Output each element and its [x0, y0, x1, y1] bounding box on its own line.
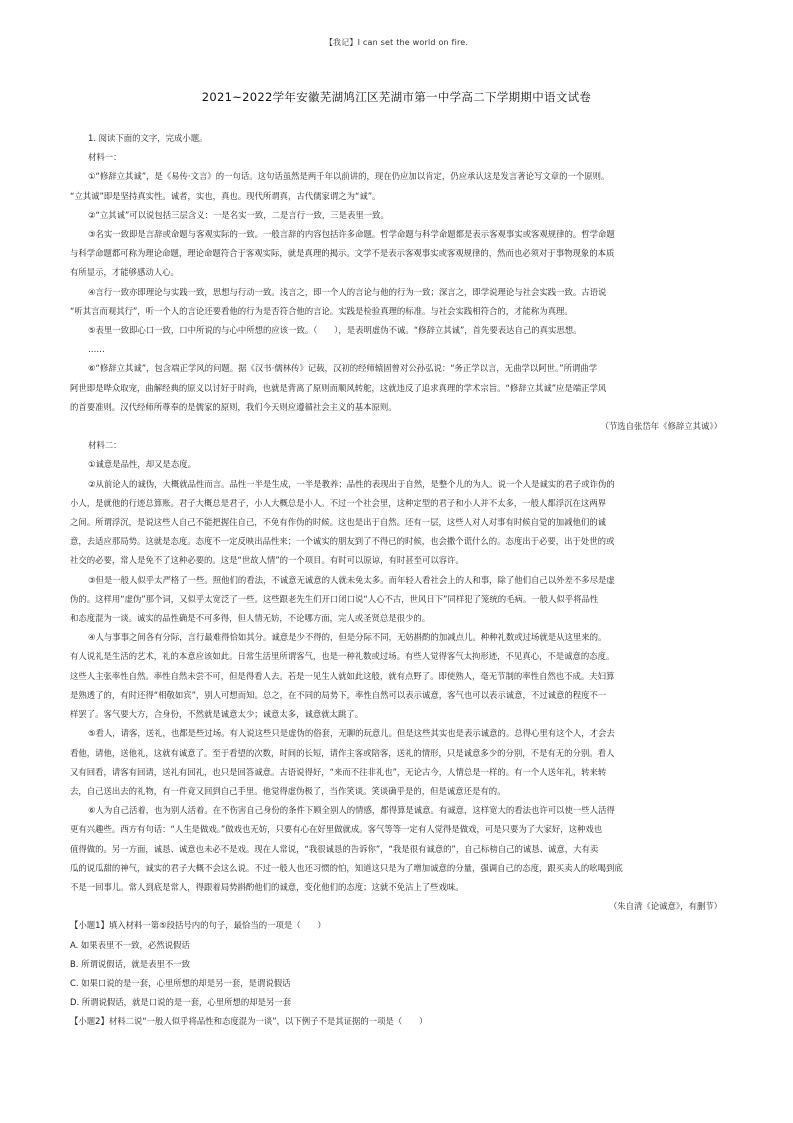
exam-title: 2021~2022学年安徽芜湖鸠江区芜湖市第一中学高二下学期期中语文试卷 [201, 90, 592, 104]
text-line: （节选自张岱年《修辞立其诚》） [600, 421, 722, 432]
text-line: 瓜的说瓜甜的神气，诚实的君子大概不会这么说。不过一般人也还习惯的怕，知道这只是为了增加诚意的分量，强调自己的态度，跟买卖人的吆喝到底 [70, 862, 623, 873]
text-line: “立其诚”即是坚持真实性。诚者，实也，真也。现代所谓真，古代儒家谓之为“诚”。 [70, 190, 381, 201]
text-line: B. 所谓说假话，就是表里不一致 [70, 958, 190, 969]
text-line: ④言行一致亦即理论与实践一致，思想与行动一致。浅言之，即一个人的言论与他的行为一致；深言之，即学说理论与社会实践一致。古语说 [88, 286, 607, 297]
text-line: 之间。所谓浮沉，是说这些人自己不能把握住自己，不免有作伪的时候。这也是出于自然。还有一层，这些人对人对事有时候自觉的加减他们的诚 [70, 517, 606, 528]
text-line: “听其言而观其行”，听一个人的言论还要看他的行为是否符合他的言论。实践是检验真理的标准。与社会实践相符合的，才能称为真理。 [70, 305, 573, 316]
text-line: 去，自己送出去的礼物，有一件竟又回到自己手里。他觉得虚伪极了，当作笑谈。笑谈确乎是的，但是诚意还是有的。 [70, 785, 506, 796]
text-line: ⑥人为自己活着，也为别人活着。在不伤害自己身份的条件下顾全别人的情感，都得算是诚意。有诚意，这样宽大的看法也许可以使一些人活得 [88, 805, 615, 816]
text-line: 是熟透了的，有时还得“相敬如宾”，别人可想而知。总之，在不同的局势下，率性自然可以表示诚意，客气也可以表示诚意，不过诚意的程度不一 [70, 689, 607, 700]
text-line: ③但是一般人似乎太严格了一些。照他们的看法，不诚意无诚意的人就未免太多。而年轻人看社会上的人和事，除了他们自己以外差不多尽是虚 [88, 574, 615, 585]
text-line: ①“修辞立其诚”，是《易传·文言》的一句话。这句话虽然是两千年以前讲的，现在仍应加以肯定，仍应承认这是发言著论写文章的一个原则。 [88, 171, 610, 182]
text-line: 看他，请他，送他礼，这就有诚意了。至于看望的次数，时间的长短，请作主客或陪客，送礼的情形，只是诚意多少的分别，不是有无的分别。看人 [70, 747, 615, 758]
header-note: 【我记】I can set the world on fire. [324, 38, 469, 47]
text-line: 【小题1】填入材料一第⑤段括号内的句子，最恰当的一项是（ ） [70, 920, 326, 931]
exam-content [70, 129, 722, 1032]
text-line: …… [88, 344, 105, 355]
text-line: 社交的必要，常人是免不了这种必要的。这是“世故人情”的一个项目。有时可以原谅，有时甚至可以容许。 [70, 555, 464, 566]
text-line: ②“立其诚”可以说包括三层含义：一是名实一致，二是言行一致，三是表里一致。 [88, 209, 389, 220]
text-line: ④人与事事之间各有分际，言行最难得恰如其分。诚意是少不得的，但是分际不同，无妨斟酌的加减点儿。种种礼数或过场就是从这里来的。 [88, 632, 607, 643]
text-line: 与科学命题都可称为理论命题，理论命题符合于客观实际，就是真理的揭示。文学不是表示客观事实或客观规律的，然而也必须对于事物现象的本质 [70, 248, 615, 259]
text-line: 意，去适应那局势。这就是态度。态度不一定反映出品性来；一个诚实的朋友到了不得已的时候，也会撒个谎什么的。态度出于必要，出于处世的或 [70, 536, 615, 547]
text-line: 这些人主张率性自然。率性自然未尝不可，但是得看人去。若是一见生人就如此这般，就有点野了。即使熟人，毫无节制的率性自然也不成。夫妇算 [70, 670, 615, 681]
text-line: ②从前论人的诚伪，大概就品性而言。品性一半是生成，一半是教养；品性的表现出于自然，是整个儿的为人。说一个人是诚实的君子或诈伪的 [88, 478, 615, 489]
text-line: 不是一回事儿。常人到底是常人，得跟着局势斟酌他们的诚意，变化他们的态度；这就不免沾上了些戏味。 [70, 881, 464, 892]
text-line: ①诚意是品性，却又是态度。 [88, 459, 197, 470]
text-line: ③名实一致即是言辞或命题与客观实际的一致。一般言辞的内容包括许多命题。哲学命题与科学命题都是表示客观事实或客观规律的。哲学命题 [88, 229, 615, 240]
text-line: 和态度混为一谈。诚实的品性确是不可多得，但人情无妨，不论哪方面，完人或圣贤总是很少的。 [70, 613, 431, 624]
text-line: 小人，是就他的行迹总算账。君子大概总是君子，小人大概总是小人。不过一个社会里，这种定型的君子和小人并不太多，一般人都浮沉在这两界 [70, 497, 606, 508]
text-line: 1. 阅读下面的文字，完成小题。 [88, 133, 208, 143]
text-line: 阿世即是哗众取宠，曲解经典的原义以讨好于时尚，也就是背离了原则而顺风转舵，这就违反了追求真理的学术宗旨。“修辞立其诚”应是端正学风 [70, 382, 607, 393]
text-line: 有所显示，才能够感动人心。 [70, 267, 179, 278]
text-line: ⑥“修辞立其诚”，包含端正学风的问题。据《汉书·儒林传》记载，汉初的经师辕固曾对公孙弘说：“务正学以言，无曲学以阿世。”所谓曲学 [88, 363, 598, 374]
text-line: 伪的。这样用“虚伪”那个词，又似乎太宽泛了一些。这些跟老先生们开口闭口说“人心不古，世风日下”同样犯了笼统的毛病。一般人似乎将品性 [70, 593, 599, 604]
text-line: ⑤看人，请客，送礼，也都是些过场。有人说这些只是虚伪的俗套，无聊的玩意儿。但是这些其实也是表示诚意的。总得心里有这个人，才会去 [88, 728, 615, 739]
text-line: 的首要准则。汉代经师所尊奉的是儒家的原则，我们今天则应遵循社会主义的基本原则。 [70, 401, 397, 412]
text-line: 值得做的。另一方面，诚恳、诚意也未必不是戏。现在人常说，“我很诚恳的告诉你”，“我是很有诚意的”，自己标榜自己的诚恳、诚意，大有卖 [70, 843, 599, 854]
text-line: 材料一： [88, 152, 122, 163]
text-line: 又有回看，请客有回请，送礼有回礼，也只是回答诚意。古语说得好，“来而不往非礼也”，无论古今，人情总是一样的。有一个人送年礼，转来转 [70, 766, 607, 777]
text-line: D. 所谓说假话，就是口说的是一套，心里所想的却是另一套 [70, 997, 292, 1008]
text-line: 样罢了。客气要大方，合身份，不然就是诚意太少；诚意太多，诚意就太跳了。 [70, 709, 364, 720]
text-line: ⑤表里一致即心口一致，口中所说的与心中所想的应该一致。（ ），是表明虚伪不诚。“修辞立其诚”，首先要表达自己的真实思想。 [88, 325, 582, 336]
text-line: 【小题2】材料二说“一般人似乎将品性和态度混为一谈”，以下例子不是其证据的一项是（ ） [70, 1016, 428, 1027]
text-line: C. 如果口说的是一套，心里所想的却是另一套，是谓说假话 [70, 977, 291, 988]
text-line: 有人说礼是生活的艺术，礼的本意应该如此。日常生活里所谓客气，也是一种礼数或过场。有些人觉得客气太拘形迹，不见真心，不是诚意的态度。 [70, 651, 615, 662]
text-line: 更有兴趣些。西方有句话：“人生是做戏。”做戏也无妨，只要有心在好里做就成。客气等等一定有人觉得是做戏，可是只要为了大家好，这种戏也 [70, 824, 603, 835]
text-line: （朱自清《论诚意》，有删节） [608, 901, 722, 912]
text-line: A. 如果表里不一致，必然说假话 [70, 939, 190, 950]
text-line: 材料二： [88, 440, 122, 451]
